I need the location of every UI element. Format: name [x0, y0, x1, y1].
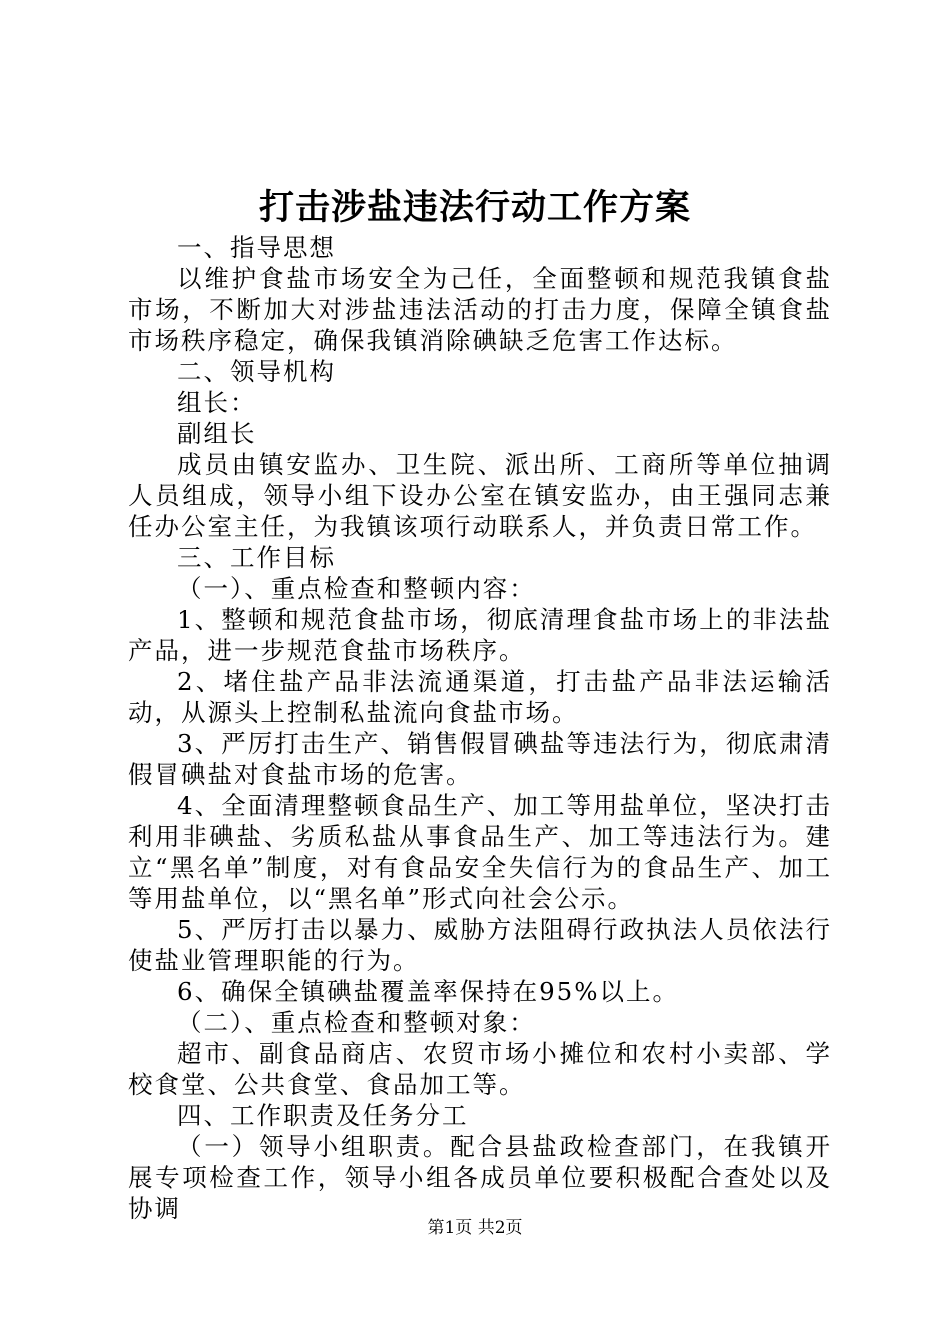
document-title: 打击涉盐违法行动工作方案 [258, 187, 691, 228]
subheading-inspection-targets: （二）、重点检查和整顿对象： [177, 1008, 536, 1037]
list-item-1: 1、整顿和规范食盐市场，彻底清理食盐市场上的非法盐产品，进一步规范食盐市场秩序。 [128, 605, 832, 665]
document-body [128, 232, 832, 1224]
list-item-2: 2、堵住盐产品非法流通渠道，打击盐产品非法运输活动，从源头上控制私盐流向食盐市场。 [128, 667, 832, 727]
section-heading-responsibilities: 四、工作职责及任务分工 [177, 1101, 469, 1130]
paragraph-guiding-ideology: 以维护食盐市场安全为己任，全面整顿和规范我镇食盐市场，不断加大对涉盐违法活动的打击力度，保障全镇食盐市场秩序稳定，确保我镇消除碘缺乏危害工作达标。 [128, 264, 832, 355]
section-heading-leadership: 二、领导机构 [177, 357, 336, 386]
subheading-inspection-content: （一）、重点检查和整顿内容： [177, 574, 536, 603]
list-item-5: 5、严厉打击以暴力、威胁方法阻碍行政执法人员依法行使盐业管理职能的行为。 [128, 915, 832, 975]
paragraph-inspection-targets: 超市、副食品商店、农贸市场小摊位和农村小卖部、学校食堂、公共食堂、食品加工等。 [128, 1039, 832, 1099]
list-item-3: 3、严厉打击生产、销售假冒碘盐等违法行为，彻底肃清假冒碘盐对食盐市场的危害。 [128, 729, 832, 789]
leader-line: 组长： [177, 388, 257, 417]
paragraph-leadership-duties: （一）领导小组职责。配合县盐政检查部门，在我镇开展专项检查工作，领导小组各成员单位要积极配合查处以及协调 [128, 1132, 832, 1223]
list-item-4: 4、全面清理整顿食品生产、加工等用盐单位，坚决打击利用非碘盐、劣质私盐从事食品生产、加工等违法行为。建立“黑名单”制度，对有食品安全失信行为的食品生产、加工等用盐单位，以“黑名单”形式向社会公示。 [128, 791, 832, 913]
section-heading-guiding-ideology: 一、指导思想 [177, 233, 336, 262]
section-heading-goals: 三、工作目标 [177, 543, 336, 572]
deputy-leader-line: 副组长 [177, 419, 257, 448]
page-footer: 第1页 共2页 [427, 1218, 523, 1238]
paragraph-members: 成员由镇安监办、卫生院、派出所、工商所等单位抽调人员组成，领导小组下设办公室在镇安监办，由王强同志兼任办公室主任，为我镇该项行动联系人，并负责日常工作。 [128, 450, 832, 541]
list-item-6: 6、确保全镇碘盐覆盖率保持在95%以上。 [177, 977, 680, 1006]
